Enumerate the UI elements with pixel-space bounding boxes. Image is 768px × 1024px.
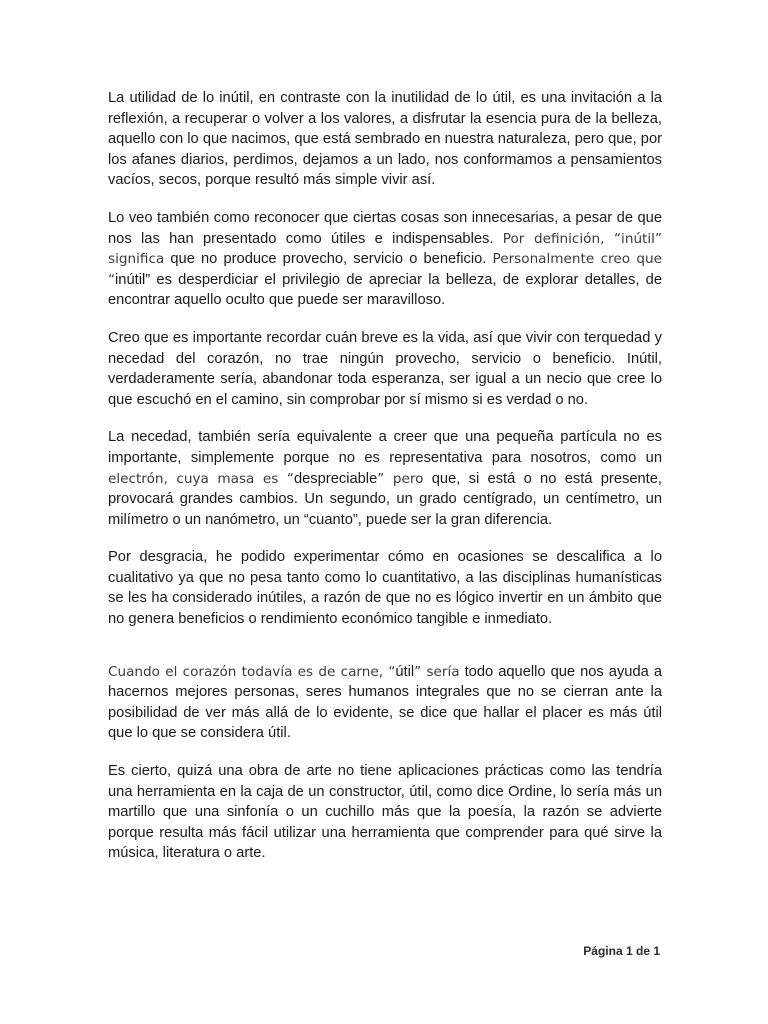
paragraph-text: Es cierto, quizá una obra de arte no tiene aplicaciones prácticas como las tendría una herramienta en la caja de un constructor, útil, como dice Ordine, lo sería más un martillo que una sinfonía o un cuchillo más que la poesía, la razón se advierte porque resulta más fácil utilizar una herramienta que comprender para qué sirve la música, literatura o arte. xyxy=(108,763,662,862)
paragraph-text: inútil” es desperdiciar el privilegio de apreciar la belleza, de explorar detalles, de encontrar aquello oculto que puede ser maravilloso. xyxy=(108,271,662,309)
paragraph-1 xyxy=(108,88,662,191)
paragraph-text: La utilidad de lo inútil, en contraste con la inutilidad de lo útil, es una invitación a la reflexión, a recuperar o volver a los valores, a disfrutar la esencia pura de la belleza, aquello con lo que nacimos, que está sembrado en nuestra naturaleza, pero que, por los afanes diarios, perdimos, dejamos a un lado, nos conformamos a pensamientos vacíos, secos, porque resultó más simple vivir así. xyxy=(108,90,662,189)
alt-font-run: Cuando el corazón todavía es de carne, “ xyxy=(108,663,396,680)
alt-font-run: electrón, cuya masa es “ xyxy=(108,470,294,487)
alt-font-run: Por definición, “inútil” significa xyxy=(108,230,662,268)
paragraph-3 xyxy=(108,328,662,410)
paragraph-6 xyxy=(108,662,662,744)
alt-font-run: ” pero xyxy=(377,470,424,487)
paragraph-7 xyxy=(108,761,662,864)
paragraph-text: útil xyxy=(395,663,415,680)
paragraph-text: todo aquello que nos ayuda a hacernos mejores personas, seres humanos integrales que no se cierran ante la posibilidad de ver más allá de lo evidente, se dice que hallar el placer es más útil que lo que se considera útil. xyxy=(108,663,662,742)
paragraph-text: Por desgracia, he podido experimentar cómo en ocasiones se descalifica a lo cualitativo ya que no pesa tanto como lo cuantitativo, a las disciplinas humanísticas se les ha considerado inútiles, a razón de que no es lógico invertir en un ámbito que no genera beneficios o rendimiento económico tangible e inmediato. xyxy=(108,549,662,628)
paragraph-text: que, si está o no está presente, provocará grandes cambios. Un segundo, un grado centígrado, un centímetro, un milímetro o un nanómetro, un “cuanto”, puede ser la gran diferencia. xyxy=(108,470,662,528)
paragraph-text: que no produce provecho, servicio o beneficio. xyxy=(164,251,493,268)
alt-font-run: ” sería xyxy=(414,663,460,680)
paragraph-text: Lo veo también como reconocer que ciertas cosas son innecesarias, a pesar de que nos las han presentado como útiles e indispensables. xyxy=(108,209,662,247)
paragraph-2 xyxy=(108,208,662,311)
paragraph-5 xyxy=(108,547,662,629)
alt-font-run: Personalmente creo que “ xyxy=(108,251,662,288)
paragraph-text: despreciable xyxy=(293,470,378,487)
paragraph-4 xyxy=(108,427,662,530)
page-number-footer: Página 1 de 1 xyxy=(583,944,660,958)
paragraph-text: Creo que es importante recordar cuán breve es la vida, así que vivir con terquedad y necedad del corazón, no trae ningún provecho, servicio o beneficio. Inútil, verdaderamente sería, abandonar toda esperanza, ser igual a un necio que cree lo que escuchó en el camino, sin comprobar por sí mismo si es verdad o no. xyxy=(108,329,662,408)
paragraph-text: La necedad, también sería equivalente a creer que una pequeña partícula no es importante, simplemente porque no es representativa para nosotros, como un xyxy=(108,429,662,466)
document-body xyxy=(108,88,662,881)
